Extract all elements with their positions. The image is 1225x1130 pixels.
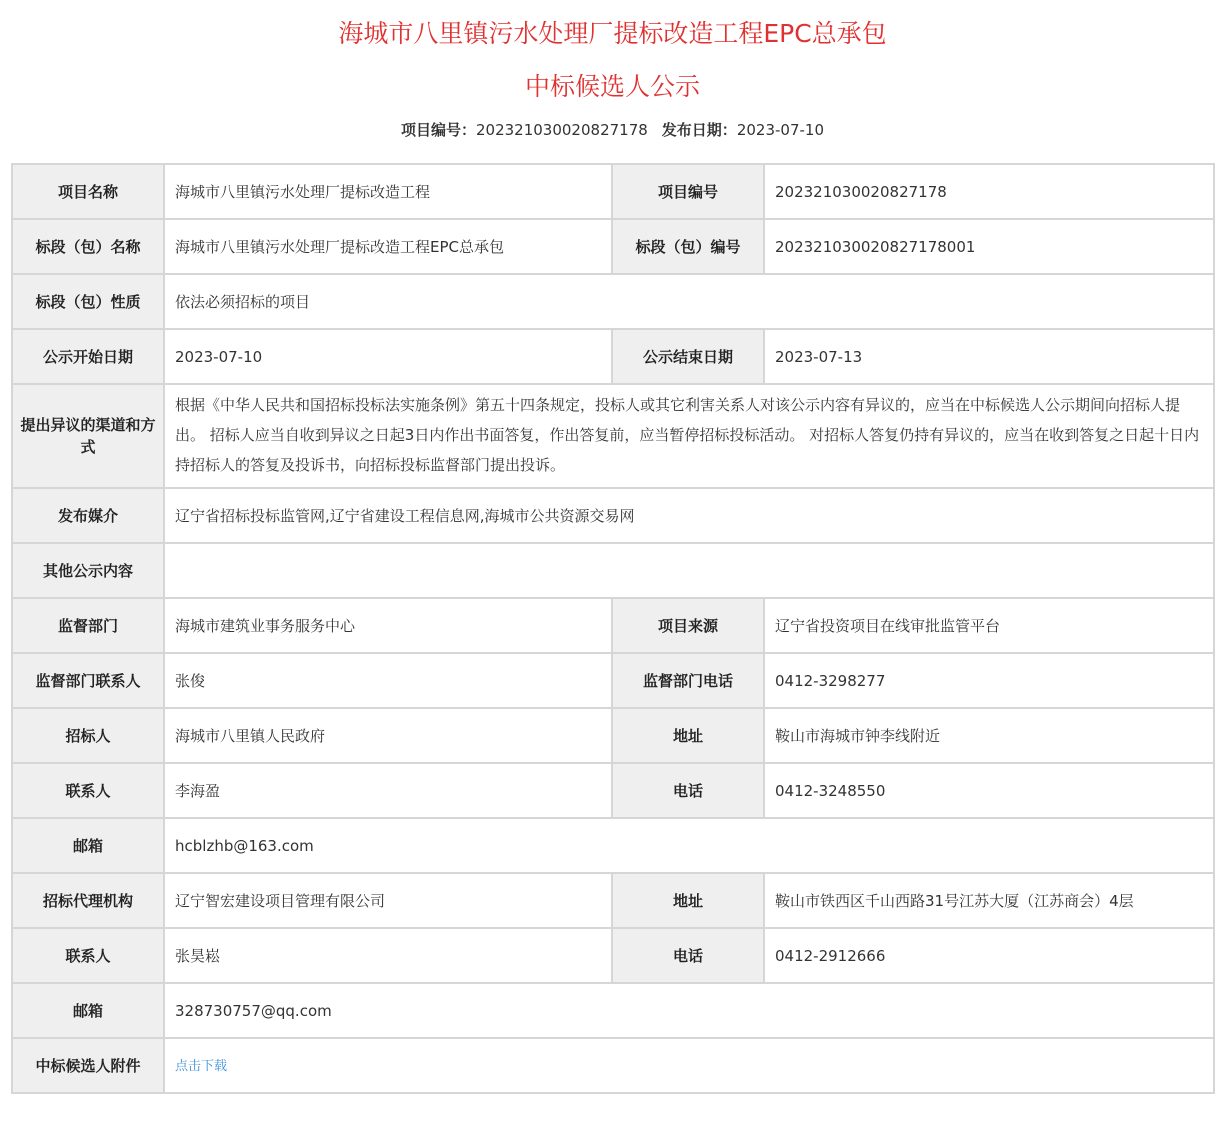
page-subtitle: 中标候选人公示 xyxy=(524,72,700,101)
supervisor-phone-label: 监督部门电话 xyxy=(612,653,764,708)
download-link[interactable]: 点击下载 xyxy=(175,1058,228,1074)
project-no-value: 202321030020827178 xyxy=(476,121,648,139)
project-code-value: 202321030020827178 xyxy=(764,164,1214,219)
section-nature-value: 依法必须招标的项目 xyxy=(164,274,1214,329)
page-title: 海城市八里镇污水处理厂提标改造工程EPC总承包 xyxy=(338,19,887,48)
meta-line xyxy=(0,119,1225,141)
table-row xyxy=(12,653,1214,708)
tenderer-address-value: 鞍山市海城市钟李线附近 xyxy=(764,708,1214,763)
agency-address-value: 鞍山市铁西区千山西路31号江苏大厦（江苏商会）4层 xyxy=(764,873,1214,928)
section-name-label: 标段（包）名称 xyxy=(12,219,164,274)
notice-start-label: 公示开始日期 xyxy=(12,329,164,384)
table-row xyxy=(12,598,1214,653)
tenderer-value: 海城市八里镇人民政府 xyxy=(164,708,612,763)
supervisor-value: 海城市建筑业事务服务中心 xyxy=(164,598,612,653)
table-row xyxy=(12,708,1214,763)
agency-phone-value: 0412-2912666 xyxy=(764,928,1214,983)
agency-address-label: 地址 xyxy=(612,873,764,928)
media-value: 辽宁省招标投标监管网,辽宁省建设工程信息网,海城市公共资源交易网 xyxy=(164,488,1214,543)
project-no-label: 项目编号： xyxy=(400,121,476,139)
section-name-value: 海城市八里镇污水处理厂提标改造工程EPC总承包 xyxy=(164,219,612,274)
publish-date-label: 发布日期： xyxy=(661,121,737,139)
tenderer-label: 招标人 xyxy=(12,708,164,763)
objection-value: 根据《中华人民共和国招标投标法实施条例》第五十四条规定，投标人或其它利害关系人对该公示内容有异议的，应当在中标候选人公示期间向招标人提出。 招标人应当自收到异议之日起3日内作出书面答复，作出答复前，应当暂停招标投标活动。 对招标人答复仍持有异议的，应当在收到答复之日起十日内持招标人的答复及投诉书，向招标投标监督部门提出投诉。 xyxy=(164,384,1214,488)
table-row xyxy=(12,543,1214,598)
tenderer-phone-label: 电话 xyxy=(612,763,764,818)
tenderer-contact-value: 李海盈 xyxy=(164,763,612,818)
tenderer-email-label: 邮箱 xyxy=(12,818,164,873)
table-row xyxy=(12,1038,1214,1093)
section-nature-label: 标段（包）性质 xyxy=(12,274,164,329)
table-row xyxy=(12,873,1214,928)
notice-end-value: 2023-07-13 xyxy=(764,329,1214,384)
supervisor-label: 监督部门 xyxy=(12,598,164,653)
agency-email-value: 328730757@qq.com xyxy=(164,983,1214,1038)
other-value xyxy=(164,543,1214,598)
notice-end-label: 公示结束日期 xyxy=(612,329,764,384)
table-row xyxy=(12,329,1214,384)
table-row xyxy=(12,763,1214,818)
notice-start-value: 2023-07-10 xyxy=(164,329,612,384)
table-row xyxy=(12,384,1214,488)
page-header xyxy=(0,0,1225,141)
project-code-label: 项目编号 xyxy=(612,164,764,219)
objection-label: 提出异议的渠道和方式 xyxy=(12,384,164,488)
attachment-cell xyxy=(164,1038,1214,1093)
table-row xyxy=(12,928,1214,983)
agency-contact-value: 张昊崧 xyxy=(164,928,612,983)
agency-phone-label: 电话 xyxy=(612,928,764,983)
agency-email-label: 邮箱 xyxy=(12,983,164,1038)
tenderer-phone-value: 0412-3248550 xyxy=(764,763,1214,818)
table-row xyxy=(12,818,1214,873)
agency-value: 辽宁智宏建设项目管理有限公司 xyxy=(164,873,612,928)
agency-label: 招标代理机构 xyxy=(12,873,164,928)
section-code-label: 标段（包）编号 xyxy=(612,219,764,274)
tenderer-email-value: hcblzhb@163.com xyxy=(164,818,1214,873)
table-row xyxy=(12,274,1214,329)
attachment-label: 中标候选人附件 xyxy=(12,1038,164,1093)
table-row xyxy=(12,983,1214,1038)
other-label: 其他公示内容 xyxy=(12,543,164,598)
table-row xyxy=(12,164,1214,219)
source-value: 辽宁省投资项目在线审批监管平台 xyxy=(764,598,1214,653)
table-row xyxy=(12,219,1214,274)
notice-table xyxy=(11,163,1215,1094)
project-name-label: 项目名称 xyxy=(12,164,164,219)
source-label: 项目来源 xyxy=(612,598,764,653)
section-code-value: 202321030020827178001 xyxy=(764,219,1214,274)
supervisor-contact-value: 张俊 xyxy=(164,653,612,708)
supervisor-contact-label: 监督部门联系人 xyxy=(12,653,164,708)
agency-contact-label: 联系人 xyxy=(12,928,164,983)
tenderer-address-label: 地址 xyxy=(612,708,764,763)
supervisor-phone-value: 0412-3298277 xyxy=(764,653,1214,708)
table-row xyxy=(12,488,1214,543)
media-label: 发布媒介 xyxy=(12,488,164,543)
publish-date-value: 2023-07-10 xyxy=(736,121,824,139)
tenderer-contact-label: 联系人 xyxy=(12,763,164,818)
project-name-value: 海城市八里镇污水处理厂提标改造工程 xyxy=(164,164,612,219)
